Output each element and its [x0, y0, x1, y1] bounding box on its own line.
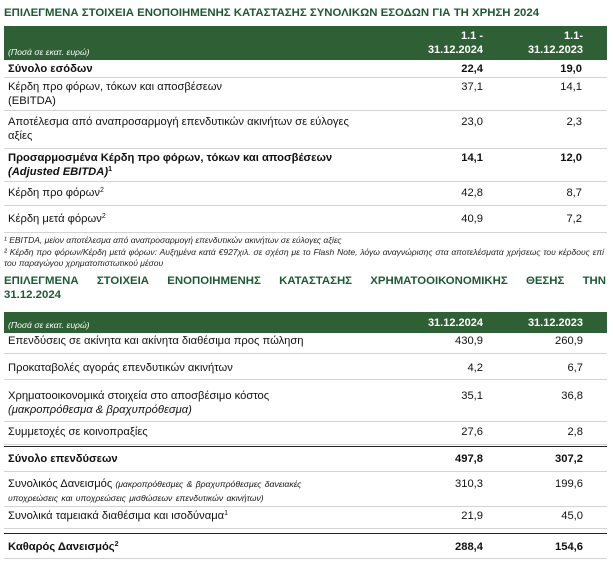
table-row: Συνολικά ταμειακά διαθέσιμα και ισοδύναμα$^1$ 21,9 45,0	[4, 508, 607, 529]
financial-position-title: ΕΠΙΛΕΓΜΕΝΑ ΣΤΟΙΧΕΙΑ ΕΝΟΠΟΙΗΜΕΝΗΣ ΚΑΤΑΣΤΑΣΗΣ ΧΡΗΜΑΤΟΟΙΚΟΝΟΜΙΚΗΣ ΘΕΣΗΣ ΤΗΝ 31.12.2024	[4, 275, 606, 301]
table-row: Κέρδη προ φόρων, τόκων και αποσβέσεων (EBITDA) 37,1 14,1	[4, 79, 607, 111]
income-col-2024: 1.1 - 31.12.2024	[427, 30, 483, 56]
table-row: Συνολικός Δανεισμός (μακροπρόθεσμες & βραχυπρόθεσμες δανειακές υποχρεώσεις και υποχρεώσεις μισθώσεων επενδυτικών ακινήτων) 310,3 199,6	[4, 477, 607, 507]
fp-col-2023: 31.12.2023	[527, 317, 583, 329]
income-col-2023: 1.1- 31.12.2023	[527, 30, 583, 56]
table-row: Συμμετοχές σε κοινοπραξίες 27,6 2,8	[4, 423, 607, 445]
table-row: Κέρδη προ φόρων$^2$ 42,8 8,7	[4, 183, 607, 206]
table-row: Σύνολο επενδύσεων 497,8 307,2	[4, 446, 607, 472]
financial-position-header	[4, 312, 607, 333]
table-row: Καθαρός Δανεισμός$^2$ 288,4 154,6	[4, 533, 607, 559]
table-row: Σύνολο εσόδων 22,4 19,0	[4, 61, 607, 78]
income-table-title: ΕΠΙΛΕΓΜΕΝΑ ΣΤΟΙΧΕΙΑ ΕΝΟΠΟΙΗΜΕΝΗΣ ΚΑΤΑΣΤΑΣΗΣ ΣΥΝΟΛΙΚΩΝ ΕΣΟΔΩΝ ΓΙΑ ΤΗ ΧΡΗΣΗ 2024	[4, 7, 540, 19]
footnote-1: ¹ EBITDA, μείον αποτέλεσμα από αναπροσαρμογή επενδυτικών ακινήτων σε εύλογες αξίες	[4, 235, 342, 245]
table-row: Κέρδη μετά φόρων$^2$ 40,9 7,2	[4, 207, 607, 233]
financial-position-caption: (Ποσά σε εκατ. ευρώ)	[8, 320, 90, 330]
fp-col-2024: 31.12.2024	[427, 317, 483, 329]
table-row: Χρηματοοικονομικά στοιχεία στο αποσβέσιμο κόστος (μακροπρόθεσμα & βραχυπρόθεσμα) 35,1 36,8	[4, 381, 607, 422]
table-row: Προσαρμοσμένα Κέρδη προ φόρων, τόκων και αποσβέσεων (Adjusted EBITDA)$^1$ 14,1 12,0	[4, 150, 607, 182]
table-row: Προκαταβολές αγοράς επενδυτικών ακινήτων 4,2 6,7	[4, 355, 607, 380]
income-table-header	[4, 26, 607, 60]
footnote-2: ² Κέρδη προ φόρων/Κέρδη μετά φόρων: Αυξημένα κατά €927χιλ. σε σχέση με το Flash Note, λόγω αναγνώρισης στα αποτελέσματα χρήσεως του κέρδους επί του παραγώγου χρηματοπιστωτικού μέσου	[4, 247, 604, 268]
table-row: Αποτέλεσμα από αναπροσαρμογή επενδυτικών ακινήτων σε εύλογες αξίες 23,0 2,3	[4, 112, 607, 149]
table-row: Επενδύσεις σε ακίνητα και ακίνητα διαθέσιμα προς πώληση 430,9 260,9	[4, 334, 607, 354]
income-table-caption: (Ποσά σε εκατ. ευρώ)	[8, 47, 90, 57]
